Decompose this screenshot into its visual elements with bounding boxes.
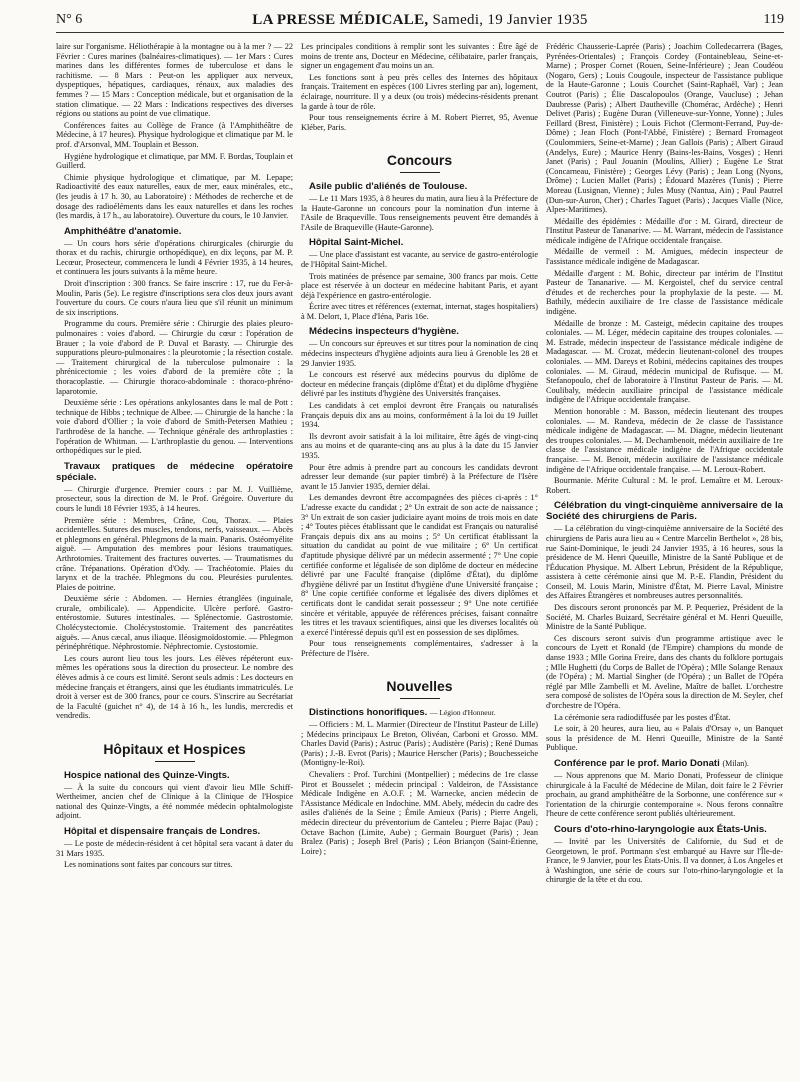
subheading-tag: (Milan). bbox=[722, 758, 749, 768]
section-divider bbox=[400, 172, 440, 173]
paragraph: — Le poste de médecin-résident à cet hôpital sera vacant à dater du 31 Mars 1935. bbox=[56, 838, 293, 858]
paragraph: Hygiène hydrologique et climatique, par MM. F. Bordas, Touplain et Guillerd. bbox=[56, 151, 293, 171]
paragraph: Mention honorable : M. Basson, médecin lieutenant des troupes coloniales. — M. Randeva, médecin de 2e classe de l'assistance médicale indigène de Madagascar. — M. Diagne, médecin lieutenant des troupes coloniales. — M. Dechambenoit, médecin auxiliaire de 1re classe de l'assistance médicale indigène de l'Afrique occidentale française. — M. Benoit, médecin auxiliaire de l'assistance médicale indigène de l'Afrique occidentale française. — M. Leroux-Robert. bbox=[546, 406, 783, 474]
paragraph: — La célébration du vingt-cinquième anniversaire de la Société des chirurgiens de Paris aura lieu au « Centre Marcelin Berthelot », 28 bis, rue Saint-Dominique, le jeudi 24 Janvier 1935, à 16 heures, sous la présidence de M. Henri Queuille, Ministre de la Santé Publique et de l'Éducation Physique. M. Albert Lebrun, Président de la République, assistera à cette cérémonie ainsi que M. P.-E. Flandin, Président du Conseil, M. Louis Marin, Ministre d'État, M. Pierre Laval, Ministre des Affaires Étrangères et nombreuses autres personnalités. bbox=[546, 524, 783, 601]
paragraph: Programme du cours. Première série : Chirurgie des plaies pleuro-pulmonaires : voies d'abord. — Chirurgie du cœur : l'opération de Brauer ; la voie d'abord de P. Duval et Barasty. — Chirurgie des suppurations pleuro-pulmonaires : la pleurotomie ; la résection costale. — Traitement chirurgical de la tuberculose pulmonaire : la phrénicectomie ; les voies d'abord de la première côte ; la thoracoplastie. — Chirurgie thoraco-abdominale : thoraco-phréno-laparotomie. bbox=[56, 319, 293, 396]
paragraph: Deuxième série : Les opérations ankylosantes dans le mal de Pott : technique de Hibbs ; technique de Albee. — Chirurgie de la hanche : la voie d'abord d'Ollier ; la voie d'abord de Smith-Petersen Mathieu ; l'arthrodèse de la hanche. — Technique générale des arthroplasties : l'opération de Whitman. — L'arthroplastie du genou. — Interventions orthopédiques sur le pied. bbox=[56, 398, 293, 456]
column-1 bbox=[56, 42, 293, 1072]
paragraph: laire sur l'organisme. Héliothérapie à la montagne ou à la mer ? — 22 Février : Cures marines (balnéaires-climatiques). — 1er Mars : Cures marines dans les différentes formes de tuberculose et dans le rachitisme. — 8 Mars : Peut-on les appliquer aux nerveux, dyspeptiques, hépatiques, cardiaques, rénaux, aux maladies des femmes ? — 15 Mars : Conception médicale, but et organisation de la station climatique. — 22 Mars : Indications respectives des diverses régions ou stations au point de vue climatique. bbox=[56, 42, 293, 119]
paragraph: Ces discours seront suivis d'un programme artistique avec le concours de Lyett et Ronald (de l'Empire) champions du monde de danse 1933 ; Mlle Gorina Freire, dans des chants du folklore portugais ; Mlle Hughetti (du Corps de Ballet de l'Opéra) ; Mlle Solange Renaux (de l'Opéra) ; M. Martial Singher (de l'Opéra) ; un Ballet de l'Opéra réglé par Mlle Zambelli et M. Aveline, Maître de ballet. L'orchestre sera composé de solistes de l'Opéra sous la direction de M. Seyler, chef d'orchestre de l'Opéra. bbox=[546, 633, 783, 710]
paragraph: Les candidats à cet emploi devront être Français ou naturalisés Français depuis dix ans au moins, conformément à la loi du 19 Juillet 1934. bbox=[301, 401, 538, 430]
subheading: Hospice national des Quinze-Vingts. bbox=[64, 769, 230, 781]
paragraph: Les fonctions sont à peu près celles des Internes des hôpitaux français. Traitement en espèces (100 Livres sterling par an), logement, éclairage, nourriture. Il y a deux (ou trois) médecins-résidents prenant la garde à tour de rôle. bbox=[301, 72, 538, 111]
paragraph: Des discours seront prononcés par M. P. Pequeriez, Président de la Société, M. Charles Buizard, Secrétaire général et M. Henri Queuille, Ministre de la Santé Publique. bbox=[546, 603, 783, 632]
paragraph: Écrire avec titres et références (externat, internat, stages hospitaliers) à M. Delort, 1, Place d'Iéna, Paris 16e. bbox=[301, 302, 538, 321]
column-2 bbox=[301, 42, 538, 1072]
article-columns bbox=[56, 42, 784, 1072]
subheading: Célébration du vingt-cinquième anniversaire de la Société des chirurgiens de Paris. bbox=[546, 500, 783, 523]
publication-date: Samedi, 19 Janvier 1935 bbox=[432, 12, 588, 28]
section-divider bbox=[400, 698, 440, 699]
paragraph: Les demandes devront être accompagnées des pièces ci-après : 1° L'adresse exacte du candidat ; 2° Un extrait de son acte de naissance ; 3° Un extrait de son casier judiciaire ayant moins de trois mois en date ; 4° Toutes pièces établissant que le candidat est Français ou naturalisé Français depuis dix ans au moins ; 5° Un certificat établissant la situation du candidat au point de vue militaire ; 6° Un certificat d'aptitude physique délivré par un médecin assermenté ; 7° Une copie certifiée conforme et légalisée de son diplôme de docteur en médecine délivré par une Faculté française (diplôme d'État), du diplôme d'hygiène délivré par un Institut d'hygiène d'une Université française ; 8° Une copie certifiée conforme et légalisée des divers diplômes et certificats dont le candidat serait possesseur ; 9° Une note certifiée sincère et véritable, appuyée de références précises, faisant connaître les titres et les travaux scientifiques, ainsi que les diverses localités où a exercé l'intéressé depuis qu'il est en possession de ses diplômes. bbox=[301, 493, 538, 637]
section-divider bbox=[155, 761, 195, 762]
paragraph: La cérémonie sera radiodiffusée par les postes d'État. bbox=[554, 712, 731, 722]
paragraph: — Officiers : M. L. Marmier (Directeur de l'Institut Pasteur de Lille) ; Médecins principaux Le Breton, Olivéan, Carboni et Grosso. MM. Charles David (Paris) ; Astruc (Paris) ; Audistère (Paris) ; René Dumas (Paris) ; J.-B. Evrot (Paris) ; Maurice Herscher (Paris) ; Bouchesseiche (Montigny-le-Roi). bbox=[301, 720, 538, 768]
paragraph: — Une place d'assistant est vacante, au service de gastro-entérologie de l'Hôpital Saint-Michel. bbox=[301, 250, 538, 269]
section-title: Hôpitaux et Hospices bbox=[103, 741, 246, 757]
subheading bbox=[546, 758, 783, 769]
section-title: Nouvelles bbox=[386, 678, 453, 695]
publication-title: LA PRESSE MÉDICALE, bbox=[252, 12, 429, 28]
paragraph: Trois matinées de présence par semaine, 300 francs par mois. Cette place est réservée à un docteur en médecine habitant Paris, et ayant déjà l'expérience en gastro-entérologie. bbox=[301, 271, 538, 300]
page-number: 119 bbox=[763, 12, 784, 27]
paragraph: Le concours est réservé aux médecins pourvus du diplôme de docteur en médecine français (diplôme d'État) et du diplôme d'hygiène délivré par les instituts d'hygiène des Universités françaises. bbox=[301, 370, 538, 399]
subheading: Cours d'oto-rhino-laryngologie aux États-Unis. bbox=[554, 823, 767, 835]
subheading-tag: — Légion d'Honneur. bbox=[430, 708, 496, 718]
paragraph: Les cours auront lieu tous les jours. Les élèves répéteront eux-mêmes les opérations sous la direction du prosecteur. Le nombre des élèves admis à ce cours est limité. Seront seuls admis : Les docteurs en médecine français et étrangers, ainsi que les étudiants immatriculés. Le droit à verser est de 300 francs, pour ce cours. S'inscrire au Secrétariat de la Faculté (guichet n° 4), de 14 à 16 h., les lundis, mercredis et vendredis. bbox=[56, 653, 293, 721]
paragraph: — Un cours hors série d'opérations chirurgicales (chirurgie du thorax et du rachis, chirurgie orthopédique), en dix leçons, par M. P. Lecœur, Prosecteur, commencera le lundi 4 Février 1935, à 14 heures, et continuera les jours suivants à la même heure. bbox=[56, 238, 293, 277]
paragraph: Conférences faites au Collège de France (à l'Amphithéâtre de Médecine, à 17 heures). Physique hydrologique et climatique par M. le prof. d'Arsonval, MM. Touplain et Besson. bbox=[56, 120, 293, 149]
paragraph: Médaille des épidémies : Médaille d'or : M. Girard, directeur de l'Institut Pasteur de Tananarive. — M. Warrant, médecin de l'assistance médicale indigène de l'Afrique occidentale française. bbox=[546, 216, 783, 245]
subheading: Médecins inspecteurs d'hygiène. bbox=[309, 326, 459, 338]
paragraph: Bourmanie. Mérite Cultural : M. le prof. Lemaître et M. Leroux-Robert. bbox=[546, 476, 783, 495]
column-3 bbox=[546, 42, 783, 1072]
paragraph: Droit d'inscription : 300 francs. Se faire inscrire : 17, rue du Fer-à-Moulin, Paris (5e). Le registre d'inscriptions sera clos deux jours avant l'ouverture du cours. Ce cours n'aura lieu que s'il réunit un minimum de six inscriptions. bbox=[56, 279, 293, 317]
paragraph: Frédéric Chausserie-Laprée (Paris) ; Joachim Colledecarrera (Bages, Pyrénées-Orientales) ; François Cordey (Fontainebleau, Seine-et-Marne) ; Prosper Cornet (Rouen, Seine-Inférieure) ; Jean Coudéou (Nogaro, Gers) ; Louis Cougoule, inspecteur de l'assistance publique de la Haute-Garonne ; Louis Courchet (Saint-Raphaël, Var) ; Jean Coutrot (Paris) ; Élie Dascalopoulos (Orange, Vaucluse) ; Jehan Daubresse (Paris) ; Albert Dautheville (Chomérac, Ardèche) ; Henri Delivet (Paris) ; Eugène Duran (Villeneuve-sur-Yonne, Yonne) ; Jules Feillard (Brest, Finistère) ; Louis Fichot (Clermont-Ferrand, Puy-de-Dôme) ; Jean Floch (Pont-l'Abbé, Finistère) ; Bernard Fromageot (Coulommiers, Seine-et-Marne) ; Jean Gallois (Paris) ; Albert Giraud (Andelys, Eure) ; Maurice Henry (Bains-les-Bains, Vosges) ; Henri Janet (Paris) ; Paul Jouanin (Moulins, Allier) ; Eugène Le Strat (Concarneau, Finistère) ; Georges Lévy (Paris) ; Jean Long (Nyons, Drôme) ; Lucien Mallet (Paris) ; Édouard Mazères (Tunis) ; Pierre Moreau (Lusignan, Vienne) ; Jules Musy (Nantua, Ain) ; Paul Pautrel (Dun-sur-Auron, Cher) ; Charles Taguet (Paris) ; Jacques Vialle (Nice, Alpes-Maritimes). bbox=[546, 42, 783, 215]
paragraph: — Chirurgie d'urgence. Premier cours : par M. J. Vuillième, prosecteur, sous la direction de M. le Prof. Grégoire. Ouverture du cours le lundi 18 Février 1935, à 14 heures. bbox=[56, 484, 293, 513]
paragraph: Deuxième série : Abdomen. — Hernies étranglées (inguinale, crurale, ombilicale). — Appendicite. Ulcère perforé. Gastro-entérostomie. Sutures intestinales. — Splénectomie. Gastrostomie. Cholécystectomie. Cholécystostomie. Traitement des pancréatites aiguës. — Anus cæcal, anus iliaque. Iléosigmoïdostomie. — Phlegmon périnéphrétique. Néphrostomie. Néphrectomie. Cystostomie. bbox=[56, 594, 293, 652]
paragraph: Le soir, à 20 heures, aura lieu, au « Palais d'Orsay », un Banquet sous la présidence de M. Henri Queuille, Ministre de la Santé Publique. bbox=[546, 724, 783, 753]
paragraph: Chimie physique hydrologique et climatique, par M. Lepape; Radioactivité des eaux naturelles, eaux de mer, eaux minérales, etc., (les jeudis à 17 h. 30, au Laboratoire) : Méthodes de recherche et de dosage des radioéléments dans les eaux naturelles et dans les roches (les mardis, à 17 h., au laboratoire). Ouverture du cours, le 10 Janvier. bbox=[56, 172, 293, 221]
paragraph: — Invité par les Universités de Californie, du Sud et de Georgetown, le prof. Portmann s'est embarqué au Havre sur l'Île-de-France, le 9 Janvier, pour les États-Unis. Il va donner, à Los Angeles et à Washington, une série de cours sur l'oto-rhino-laryngologie et la chirurgie de la tête et du cou. bbox=[546, 836, 783, 885]
paragraph: Chevaliers : Prof. Turchini (Montpellier) ; médecins de 1re classe Pirot et Bousselet ; médecin principal : Valdeiron, de l'Assistance Médicale Indigène en A.O.F. ; M. Warnecke, ancien médecin de l'Assistance Médicale en Indochine. MM. Abely, médecin du cadre des asiles d'aliénés de la Seine ; Émile Amieux (Paris) ; Pierre Angeli, médecin directeur du préventorium de Canteleu ; Pierre Bajac (Pau) ; Octave Bachon (Limite, Aube) ; Germain Bourguet (Paris) ; Jean Bralez (Paris) ; Joseph Brel (Paris) ; Léon Briançon (Saint-Étienne, Loire) ; bbox=[301, 770, 538, 856]
paragraph: — Un concours sur épreuves et sur titres pour la nomination de cinq médecins inspecteurs d'hygiène adjoints aura lieu à Grenoble les 28 et 29 Janvier 1935. bbox=[301, 339, 538, 368]
subheading: Hôpital Saint-Michel. bbox=[309, 237, 404, 249]
paragraph: — À la suite du concours qui vient d'avoir lieu Mlle Schiff-Wertheimer, ancien chef de Clinique à la Clinique de l'Hospice national des Quinze-Vingts, a été nommée médecin ophtalmologiste adjoint. bbox=[56, 782, 293, 821]
subheading bbox=[301, 707, 538, 718]
issue-number: N° 6 bbox=[56, 12, 83, 27]
paragraph: — Nous apprenons que M. Mario Donati, Professeur de clinique chirurgicale à la Faculté de Médecine de Milan, doit faire le 2 Février prochain, au grand amphithéâtre de la Sorbonne, une conférence sur « l'orientation de la chirurgie contemporaine ». Nous ferons connaître l'heure de cette conférence seront publiés ultérieurement. bbox=[546, 770, 783, 819]
paragraph: Les nominations sont faites par concours sur titres. bbox=[64, 860, 233, 870]
paragraph: Ils devront avoir satisfait à la loi militaire, être âgés de vingt-cinq ans au moins et de quarante-cinq ans au plus à la date du 15 Janvier 1935. bbox=[301, 431, 538, 460]
paragraph: Médaille de vermeil : M. Amigues, médecin inspecteur de l'assistance médicale indigène de Madagascar. bbox=[546, 247, 783, 267]
paragraph: — Le 11 Mars 1935, à 8 heures du matin, aura lieu à la Préfecture de la Haute-Garonne un concours pour la nomination d'un interne à l'Asile de Braqueville. Tous renseignements peuvent être demandés à l'Asile de Braqueville (Haute-Garonne). bbox=[301, 193, 538, 232]
paragraph: Les principales conditions à remplir sont les suivantes : Être âgé de moins de trente ans, Docteur en Médecine, célibataire, parler français, signer un engagement d'au moins un an. bbox=[301, 42, 538, 71]
subheading: Travaux pratiques de médecine opératoire spéciale. bbox=[56, 460, 293, 483]
paragraph: Pour être admis à prendre part au concours les candidats devront adresser leur demande (sur papier timbré) à la Préfecture de l'Isère avant le 15 Janvier 1935, dernier délai. bbox=[301, 462, 538, 491]
subheading: Asile public d'aliénés de Toulouse. bbox=[309, 180, 468, 192]
subheading: Hôpital et dispensaire français de Londres. bbox=[64, 825, 261, 837]
paragraph: Médaille d'argent : M. Bohic, directeur par intérim de l'Institut Pasteur de Tananarive. — M. Kergoistel, chef du service central d'études et de recherches pour la prophylaxie de la peste. — M. Bathily, médecin auxiliaire de 1re classe de l'assistance médicale indigène. bbox=[546, 268, 783, 317]
subheading: Amphithéâtre d'anatomie. bbox=[64, 225, 182, 237]
subheading-text: Distinctions honorifiques. bbox=[309, 707, 428, 719]
paragraph: Première série : Membres, Crâne, Cou, Thorax. — Plaies accidentelles. Sutures des muscles, tendons, nerfs, vaisseaux. — Abcès et phlegmons en général. Phlegmons de la main. Panaris. Ostéomyélite aiguë. — Amputation des membres pour lésions traumatiques. Arthrotomies. Traitement des fractures ouvertes. — Traumatismes du crâne. Trépanations. Opération d'Ody. — Trachéotomie. Plaies du larynx et de la trachée. Phlegmons du cou. Pleurésies purulentes. Plaies de poitrine. bbox=[56, 515, 293, 592]
paragraph: Pour tous renseignements écrire à M. Robert Pierret, 95, Avenue Kléber, Paris. bbox=[301, 113, 538, 132]
masthead bbox=[56, 12, 784, 29]
paragraph: Pour tous renseignements complémentaires, s'adresser à la Préfecture de l'Isère. bbox=[301, 639, 538, 658]
paragraph: Médaille de bronze : M. Casteigt, médecin capitaine des troupes coloniales. — M. Léger, médecin capitaine des troupes coloniales. — M. Estrade, médecin inspecteur de l'assistance médicale indigène de Madagascar. — M. Crozat, médecin lieutenant-colonel des troupes coloniales. — MM. Dareys et Robini, médecins capitaines des troupes coloniales. — M. Giraud, médecin municipal de Rufisque. — M. Stefanopoulo, chef de laboratoire à l'Institut Pasteur de Paris. — M. Coulibaly, médecin auxiliaire principal de l'assistance médicale indigène de l'Afrique occidentale française. bbox=[546, 318, 783, 405]
section-title: Concours bbox=[386, 152, 453, 169]
subheading-text: Conférence par le prof. Mario Donati bbox=[554, 757, 720, 769]
page-header bbox=[56, 12, 784, 33]
